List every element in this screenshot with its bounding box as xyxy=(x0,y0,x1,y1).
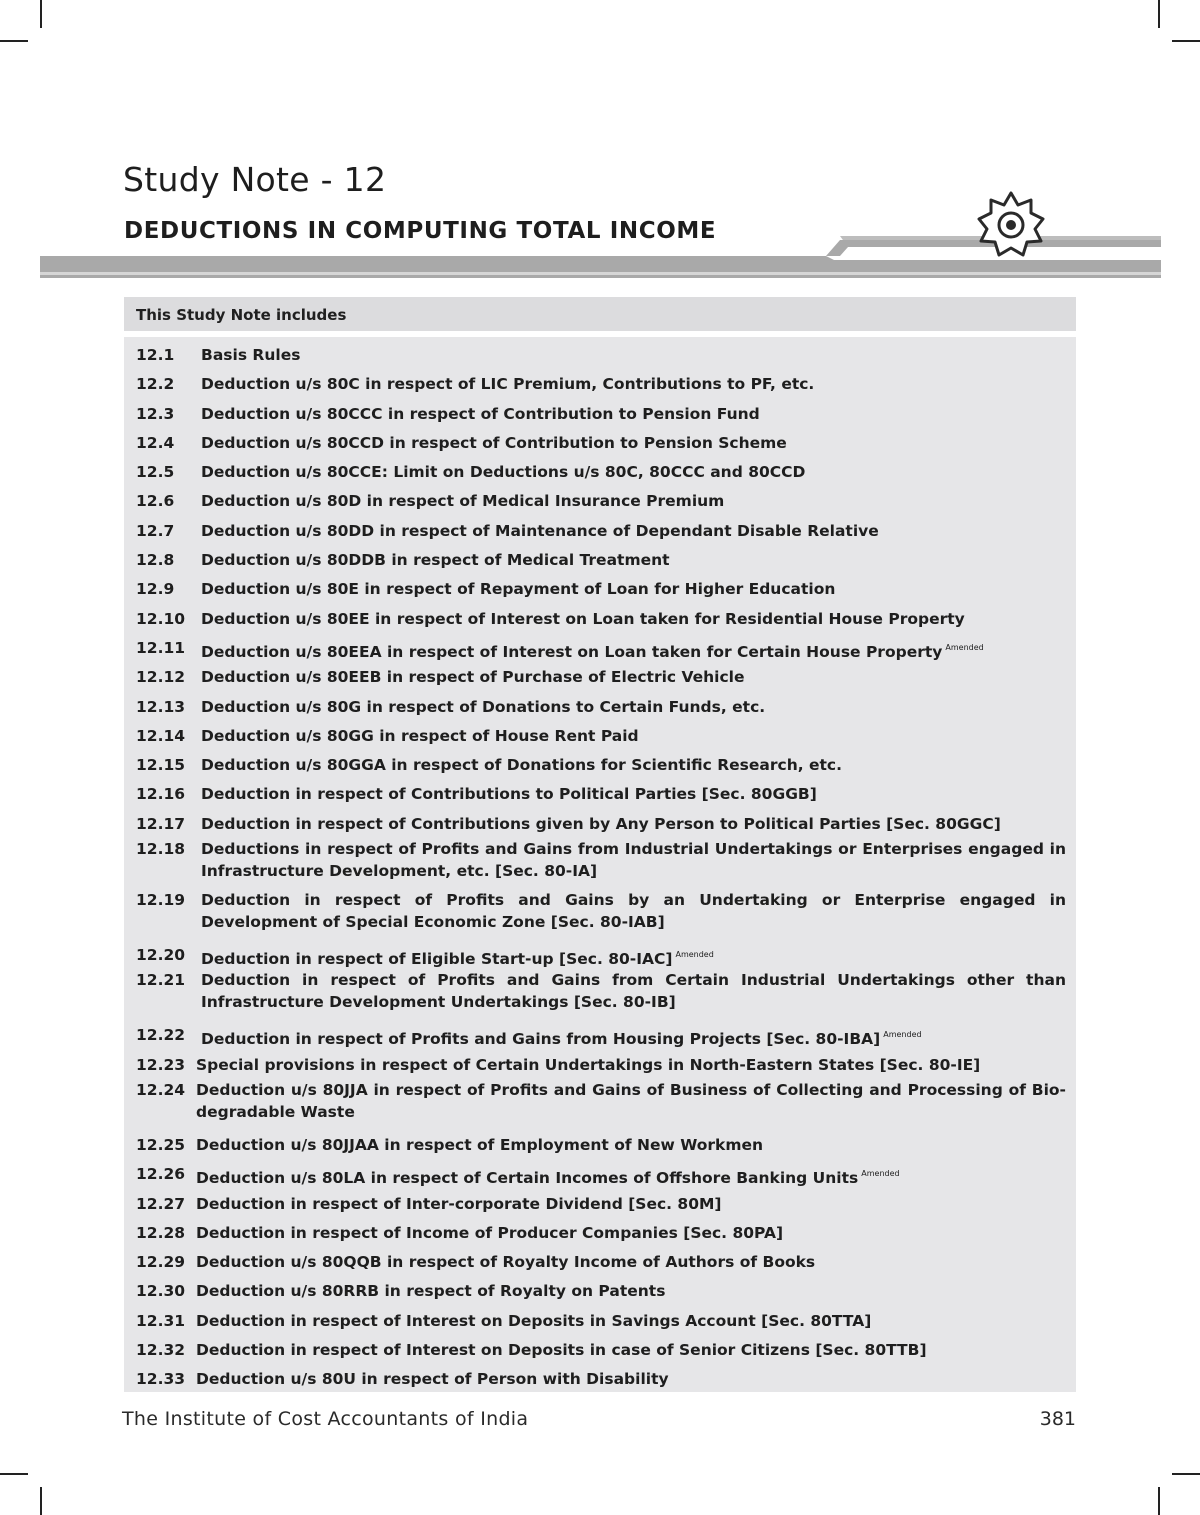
chapter-title: DEDUCTIONS IN COMPUTING TOTAL INCOME xyxy=(124,218,717,244)
list-item-label: Deduction u/s 80DD in respect of Maintenance of Dependant Disable Relative xyxy=(201,521,879,540)
list-item-label: Deduction u/s 80GGA in respect of Donations for Scientific Research, etc. xyxy=(201,756,843,775)
list-item-label: Deduction in respect of Interest on Deposits in case of Senior Citizens [Sec. 80TTB] xyxy=(196,1341,927,1360)
list-item-label: Deduction in respect of Profits and Gains by an Undertaking or Enterprise engaged in Development of Special Economic Zone [Sec. 80-IAB] xyxy=(201,891,1066,932)
list-item-label: Deduction u/s 80JJAA in respect of Employment of New Workmen xyxy=(196,1135,764,1154)
list-item xyxy=(136,1306,1066,1335)
list-item-label: Deduction in respect of Eligible Start-up [Sec. 80-IAC] xyxy=(201,950,673,969)
list-item-label: Deduction u/s 80JJA in respect of Profits and Gains of Business of Collecting and Processing of Bio-degradable Waste xyxy=(196,1080,1066,1121)
list-item-text xyxy=(201,432,1066,457)
list-item-number: 12.18 xyxy=(136,840,186,859)
list-item-text xyxy=(196,1368,1066,1393)
crop-mark xyxy=(0,40,28,42)
crop-mark xyxy=(0,1473,28,1475)
list-item-number: 12.11 xyxy=(136,638,186,657)
crop-mark xyxy=(1158,1487,1160,1515)
list-item-number: 12.27 xyxy=(136,1194,186,1213)
list-item-text xyxy=(201,725,1066,750)
list-item-text xyxy=(196,1163,1066,1188)
list-item-number: 12.10 xyxy=(136,609,186,628)
list-item-label: Deduction in respect of Contributions given by Any Person to Political Parties [Sec. 80GGC] xyxy=(201,814,1001,833)
list-item-label: Deductions in respect of Profits and Gains from Industrial Undertakings or Enterprises engaged in Infrastructure Development, etc. [Sec. 80-IA] xyxy=(201,840,1066,881)
list-item xyxy=(136,545,1066,574)
list-item xyxy=(136,633,1066,662)
list-item-label: Deduction u/s 80GG in respect of House Rent Paid xyxy=(201,726,639,745)
list-item-label: Deduction u/s 80LA in respect of Certain Incomes of Offshore Banking Units xyxy=(196,1169,859,1188)
list-item-label: Deduction u/s 80CCC in respect of Contribution to Pension Fund xyxy=(201,404,760,423)
list-item-number: 12.17 xyxy=(136,814,186,833)
list-item-text xyxy=(201,461,1066,486)
list-item-label: Deduction in respect of Profits and Gains from Certain Industrial Undertakings other than Infrastructure Development Undertakings [Sec. 80-IB] xyxy=(201,971,1066,1012)
list-item xyxy=(136,838,1066,889)
list-item xyxy=(136,399,1066,428)
list-item-number: 12.31 xyxy=(136,1311,186,1330)
list-item-number: 12.19 xyxy=(136,891,186,910)
list-item-number: 12.6 xyxy=(136,492,175,511)
list-item-text xyxy=(196,1339,1066,1364)
list-item-text xyxy=(201,403,1066,428)
list-item xyxy=(136,1247,1066,1276)
gear-icon xyxy=(976,190,1046,260)
list-item xyxy=(136,428,1066,457)
list-item-text xyxy=(201,783,1066,808)
list-item xyxy=(136,457,1066,486)
list-item-number: 12.14 xyxy=(136,726,186,745)
list-item-text xyxy=(196,1222,1066,1247)
list-item-label: Deduction u/s 80RRB in respect of Royalty on Patents xyxy=(196,1282,666,1301)
list-item-number: 12.13 xyxy=(136,697,186,716)
list-item-label: Deduction u/s 80DDB in respect of Medical Treatment xyxy=(201,551,670,570)
list-item-text xyxy=(196,1280,1066,1305)
list-item-number: 12.30 xyxy=(136,1282,186,1301)
list-item-number: 12.12 xyxy=(136,668,186,687)
list-item-number: 12.29 xyxy=(136,1253,186,1272)
list-item-label: Deduction in respect of Interest on Deposits in Savings Account [Sec. 80TTA] xyxy=(196,1311,872,1330)
crop-mark xyxy=(1172,40,1200,42)
list-item xyxy=(136,940,1066,969)
list-item-number: 12.21 xyxy=(136,971,186,990)
amended-tag: Amended xyxy=(883,1030,922,1040)
list-item-text xyxy=(196,1193,1066,1218)
list-item-label: Deduction in respect of Contributions to Political Parties [Sec. 80GGB] xyxy=(201,785,817,804)
amended-tag: Amended xyxy=(861,1169,900,1179)
list-item-text xyxy=(201,490,1066,515)
list-item-number: 12.28 xyxy=(136,1223,186,1242)
list-item xyxy=(136,750,1066,779)
list-item-label: Deduction u/s 80EEB in respect of Purchase of Electric Vehicle xyxy=(201,668,745,687)
header-band-highlight xyxy=(40,272,1161,275)
list-item-text xyxy=(201,1024,1066,1049)
list-item xyxy=(136,969,1066,1020)
list-item xyxy=(136,369,1066,398)
list-item xyxy=(136,721,1066,750)
list-item xyxy=(136,1276,1066,1305)
list-item-text xyxy=(201,813,1066,838)
study-note-title: Study Note - 12 xyxy=(123,160,387,199)
contents-heading: This Study Note includes xyxy=(124,297,1076,331)
list-item xyxy=(136,574,1066,603)
list-item xyxy=(136,1218,1066,1247)
list-item-text xyxy=(196,1079,1066,1130)
list-item-label: Deduction u/s 80CCD in respect of Contribution to Pension Scheme xyxy=(201,433,787,452)
list-item-text xyxy=(201,520,1066,545)
crop-mark xyxy=(40,1487,42,1515)
list-item-text xyxy=(201,608,1066,633)
list-item-label: Deduction u/s 80QQB in respect of Royalty Income of Authors of Books xyxy=(196,1253,816,1272)
list-item-label: Deduction u/s 80C in respect of LIC Premium, Contributions to PF, etc. xyxy=(201,375,815,394)
list-item xyxy=(136,692,1066,721)
list-item-text xyxy=(196,1251,1066,1276)
list-item-number: 12.3 xyxy=(136,404,175,423)
list-item-text xyxy=(201,969,1066,1020)
crop-mark xyxy=(1172,1473,1200,1475)
list-item xyxy=(136,1189,1066,1218)
list-item-text xyxy=(201,373,1066,398)
list-item-text xyxy=(196,1054,1066,1079)
list-item xyxy=(136,662,1066,691)
list-item xyxy=(136,1020,1066,1049)
list-item-number: 12.5 xyxy=(136,463,175,482)
list-item-number: 12.7 xyxy=(136,521,175,540)
list-item-label: Deduction u/s 80D in respect of Medical Insurance Premium xyxy=(201,492,725,511)
list-item xyxy=(136,889,1066,940)
list-item xyxy=(136,340,1066,369)
crop-mark xyxy=(1158,0,1160,28)
list-item-number: 12.15 xyxy=(136,756,186,775)
list-item-label: Deduction u/s 80CCE: Limit on Deductions u/s 80C, 80CCC and 80CCD xyxy=(201,463,806,482)
amended-tag: Amended xyxy=(675,950,714,960)
list-item-text xyxy=(196,1134,1066,1159)
list-item-text xyxy=(201,838,1066,889)
list-item-number: 12.25 xyxy=(136,1135,186,1154)
list-item-text xyxy=(201,666,1066,691)
list-item xyxy=(136,604,1066,633)
list-item-label: Deduction in respect of Profits and Gains from Housing Projects [Sec. 80-IBA] xyxy=(201,1030,881,1049)
list-item xyxy=(136,486,1066,515)
contents-list xyxy=(124,337,1076,1392)
crop-mark xyxy=(40,0,42,28)
list-item xyxy=(136,779,1066,808)
list-item-text xyxy=(201,944,1066,969)
amended-tag: Amended xyxy=(945,642,984,652)
footer-institute: The Institute of Cost Accountants of India xyxy=(122,1408,529,1430)
list-item-text xyxy=(201,578,1066,603)
list-item-label: Deduction in respect of Inter-corporate Dividend [Sec. 80M] xyxy=(196,1194,722,1213)
list-item-text xyxy=(201,344,1066,369)
list-item xyxy=(136,809,1066,838)
page-number: 381 xyxy=(1039,1408,1076,1430)
list-item-number: 12.1 xyxy=(136,346,175,364)
list-item-number: 12.16 xyxy=(136,785,186,804)
list-item xyxy=(136,1335,1066,1364)
list-item-number: 12.26 xyxy=(136,1165,186,1184)
list-item-text xyxy=(201,889,1066,940)
list-item-text xyxy=(201,637,1066,662)
list-item-number: 12.24 xyxy=(136,1080,186,1099)
list-item-number: 12.23 xyxy=(136,1055,186,1074)
list-item xyxy=(136,516,1066,545)
list-item-number: 12.20 xyxy=(136,946,186,965)
list-item-label: Basis Rules xyxy=(201,346,301,364)
list-item-text xyxy=(196,1310,1066,1335)
list-item-text xyxy=(201,754,1066,779)
list-item-label: Deduction u/s 80E in respect of Repayment of Loan for Higher Education xyxy=(201,580,836,599)
list-item xyxy=(136,1364,1066,1393)
list-item-label: Deduction u/s 80U in respect of Person with Disability xyxy=(196,1370,669,1389)
list-item-label: Deduction u/s 80G in respect of Donations to Certain Funds, etc. xyxy=(201,697,766,716)
list-item-label: Special provisions in respect of Certain Undertakings in North-Eastern States [Sec. 80-IE] xyxy=(196,1055,981,1074)
list-item xyxy=(136,1159,1066,1188)
list-item-label: Deduction u/s 80EE in respect of Interest on Loan taken for Residential House Property xyxy=(201,609,965,628)
list-item-number: 12.8 xyxy=(136,551,175,570)
list-item xyxy=(136,1130,1066,1159)
list-item-number: 12.33 xyxy=(136,1370,186,1389)
list-item-label: Deduction u/s 80EEA in respect of Interest on Loan taken for Certain House Property xyxy=(201,642,943,661)
list-item-number: 12.4 xyxy=(136,433,175,452)
list-item-number: 12.2 xyxy=(136,375,175,394)
list-item-label: Deduction in respect of Income of Producer Companies [Sec. 80PA] xyxy=(196,1223,784,1242)
list-item-number: 12.32 xyxy=(136,1341,186,1360)
list-item xyxy=(136,1050,1066,1079)
list-item-text xyxy=(201,696,1066,721)
list-item-number: 12.22 xyxy=(136,1026,186,1045)
list-item-number: 12.9 xyxy=(136,580,175,599)
list-item xyxy=(136,1079,1066,1130)
list-item-text xyxy=(201,549,1066,574)
